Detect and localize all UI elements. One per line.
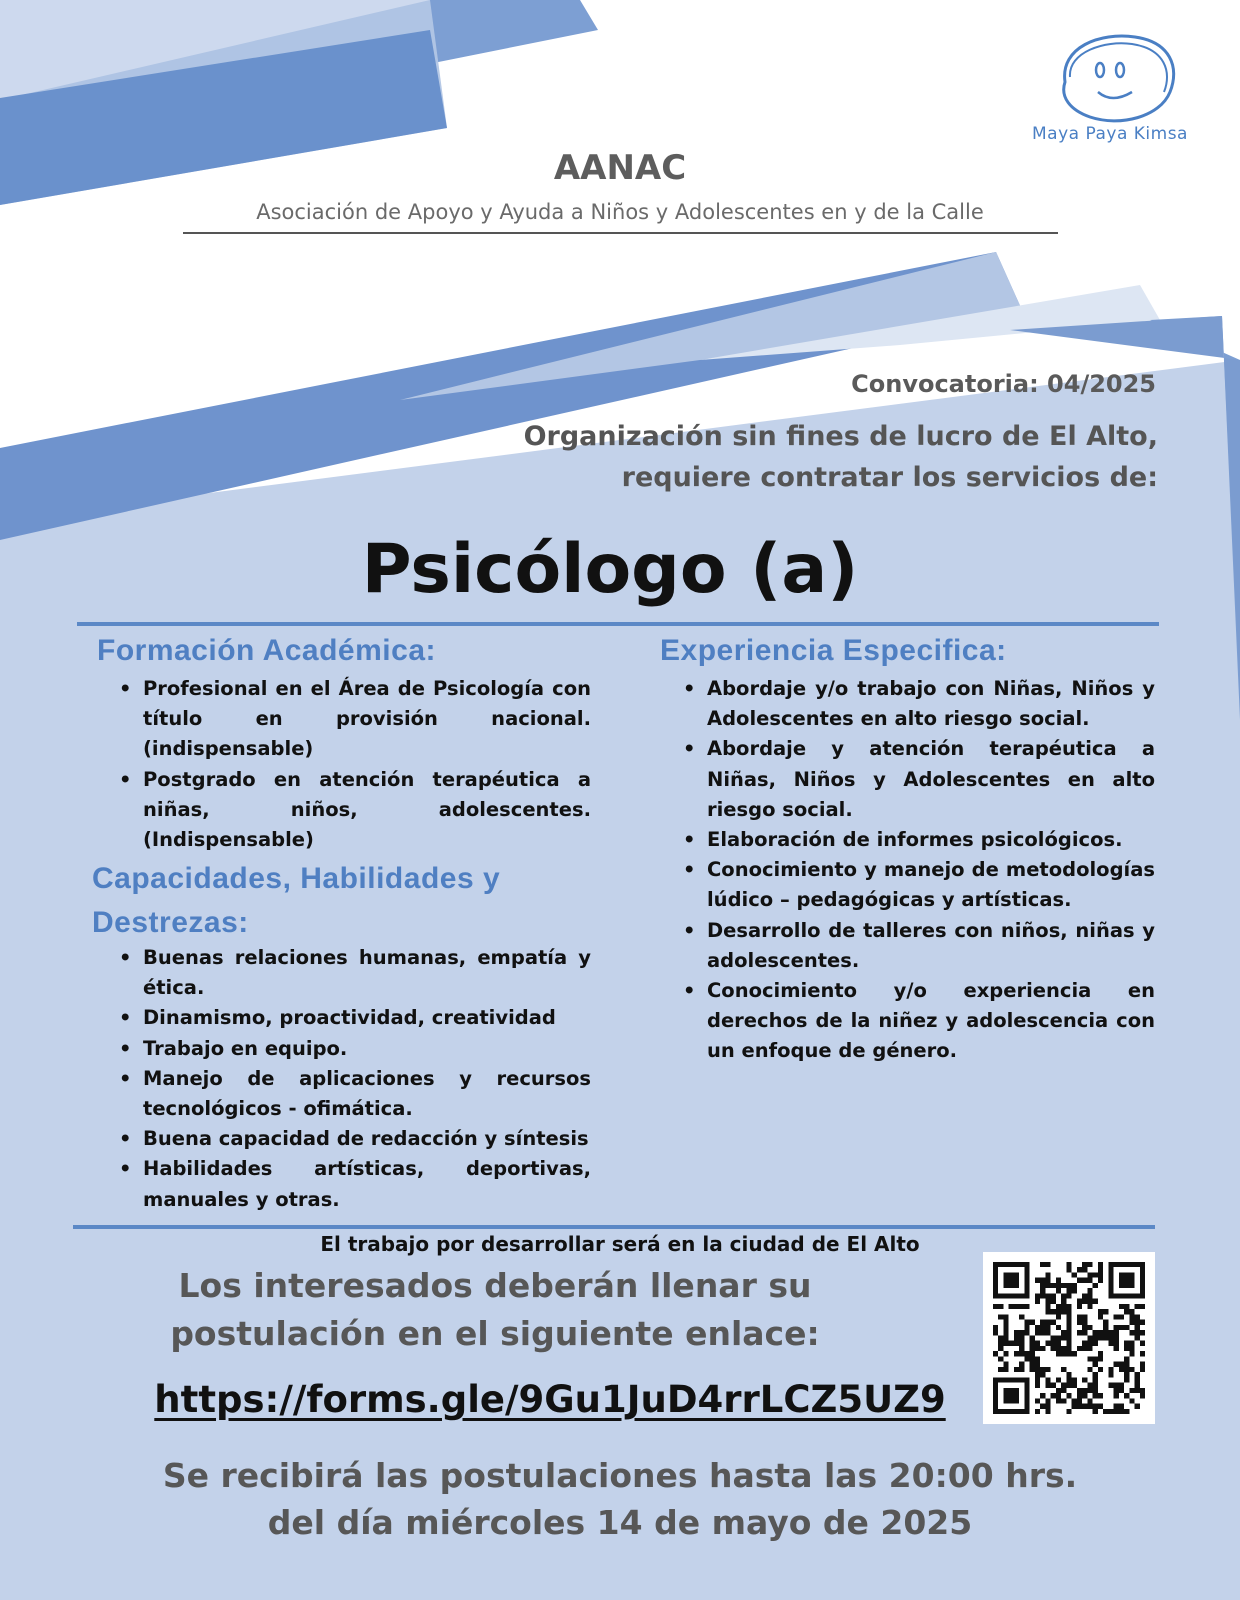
- list-item: • Abordaje y atención terapéutica a Niñas, Niños y Adolescentes en alto riesgo social.: [707, 734, 1155, 825]
- list-item: • Conocimiento y/o experiencia en derechos de la niñez y adolescencia con un enfoque de género.: [707, 976, 1155, 1067]
- qr-code-graphic: [993, 1262, 1145, 1414]
- list-item: • Manejo de aplicaciones y recursos tecnológicos - ofimática.: [143, 1064, 591, 1124]
- list-experiencia-especifica: [707, 674, 1155, 1067]
- instructions-line-1: Los interesados deberán llenar su: [178, 1266, 812, 1305]
- list-item: • Profesional en el Área de Psicología con título en provisión nacional. (indispensable): [143, 674, 591, 765]
- list-item: • Trabajo en equipo.: [143, 1034, 591, 1064]
- list-item: • Desarrollo de talleres con niños, niñas y adolescentes.: [707, 916, 1155, 976]
- list-item: • Postgrado en atención terapéutica a niñas, niños, adolescentes. (Indispensable): [143, 765, 591, 856]
- job-title: Psicólogo (a): [361, 530, 859, 609]
- deadline-text: [0, 1452, 1240, 1546]
- list-capacidades: [143, 943, 591, 1215]
- section-divider-top: [77, 622, 1159, 626]
- call-number: Convocatoria: 04/2025: [851, 370, 1156, 398]
- application-instructions: [150, 1262, 840, 1358]
- heading-experiencia-especifica: Experiencia Especifica:: [660, 634, 1007, 667]
- org-full-name: Asociación de Apoyo y Ayuda a Niños y Adolescentes en y de la Calle: [256, 200, 984, 224]
- heading-formacion-academica: Formación Académica:: [97, 634, 436, 667]
- list-item: • Conocimiento y manejo de metodologías lúdico – pedagógicas y artísticas.: [707, 855, 1155, 915]
- qr-code-icon[interactable]: [983, 1252, 1155, 1424]
- deadline-line-2: del día miércoles 14 de mayo de 2025: [267, 1503, 973, 1542]
- org-acronym: AANAC: [553, 148, 687, 188]
- instructions-line-2: postulación en el siguiente enlace:: [170, 1314, 820, 1353]
- list-item: • Dinamismo, proactividad, creatividad: [143, 1003, 591, 1033]
- application-form-link[interactable]: https://forms.gle/9Gu1JuD4rrLCZ5UZ9: [154, 1378, 946, 1421]
- list-item: • Habilidades artísticas, deportivas, manuales y otras.: [143, 1154, 591, 1214]
- intro-line-2: requiere contratar los servicios de:: [621, 462, 1158, 493]
- deadline-line-1: Se recibirá las postulaciones hasta las 20:00 hrs.: [162, 1456, 1078, 1495]
- list-item: • Elaboración de informes psicológicos.: [707, 825, 1155, 855]
- list-item: • Abordaje y/o trabajo con Niñas, Niños y Adolescentes en alto riesgo social.: [707, 674, 1155, 734]
- list-formacion-academica: [143, 674, 591, 855]
- heading-capacidades: Capacidades, Habilidades y Destrezas:: [92, 862, 501, 939]
- section-divider-bottom: [73, 1225, 1155, 1229]
- intro-text: [458, 416, 1158, 498]
- logo-wordmark: Maya Paya Kimsa: [1032, 124, 1188, 144]
- list-item: • Buena capacidad de redacción y síntesis: [143, 1124, 591, 1154]
- list-item: • Buenas relaciones humanas, empatía y ética.: [143, 943, 591, 1003]
- work-location: El trabajo por desarrollar será en la ciudad de El Alto: [320, 1232, 920, 1256]
- header-divider: [183, 232, 1058, 234]
- intro-line-1: Organización sin fines de lucro de El Alto,: [523, 421, 1158, 452]
